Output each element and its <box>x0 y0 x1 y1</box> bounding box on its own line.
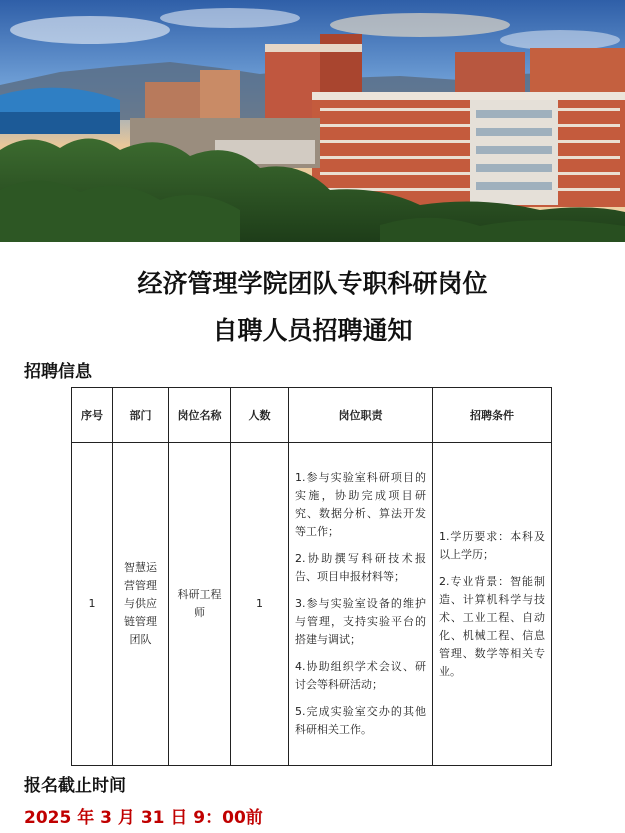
header-count: 人数 <box>231 388 289 443</box>
requirement-item: 1.学历要求：本科及以上学历； <box>439 529 545 561</box>
cell-department: 智慧运营管理与供应链管理团队 <box>113 443 169 766</box>
table-header-row <box>72 388 552 443</box>
cell-position: 科研工程师 <box>169 443 231 766</box>
header-position: 岗位名称 <box>169 388 231 443</box>
recruit-info-heading: 招聘信息 <box>24 362 92 382</box>
notice-title-line2: 自聘人员招聘通知 <box>212 316 413 345</box>
table-row <box>72 443 552 766</box>
deadline-date: 2025 年 3 月 31 日 9：00前 <box>24 808 263 828</box>
header-requirements: 招聘条件 <box>433 388 552 443</box>
campus-banner-photo <box>0 0 625 242</box>
duty-item: 1.参与实验室科研项目的实施，协助完成项目研究、数据分析、算法开发等工作； <box>295 471 426 538</box>
cell-index: 1 <box>72 443 113 766</box>
duty-item: 5.完成实验室交办的其他科研相关工作。 <box>295 705 426 736</box>
duty-item: 4.协助组织学术会议、研讨会等科研活动； <box>295 660 426 691</box>
recruitment-table <box>71 387 552 766</box>
requirement-item: 2.专业背景：智能制造、计算机科学与技术、工业工程、自动化、机械工程、信息管理、数学等相关专业。 <box>439 574 545 678</box>
cell-requirements <box>433 443 552 766</box>
duty-item: 2.协助撰写科研技术报告、项目申报材料等； <box>295 552 426 583</box>
notice-title-line1: 经济管理学院团队专职科研岗位 <box>137 269 488 298</box>
header-department: 部门 <box>113 388 169 443</box>
cell-count: 1 <box>231 443 289 766</box>
header-index: 序号 <box>72 388 113 443</box>
deadline-heading: 报名截止时间 <box>24 776 126 796</box>
duty-item: 3.参与实验室设备的维护与管理，支持实验平台的搭建与调试； <box>295 597 426 646</box>
cell-duties <box>289 443 433 766</box>
header-duties: 岗位职责 <box>289 388 433 443</box>
